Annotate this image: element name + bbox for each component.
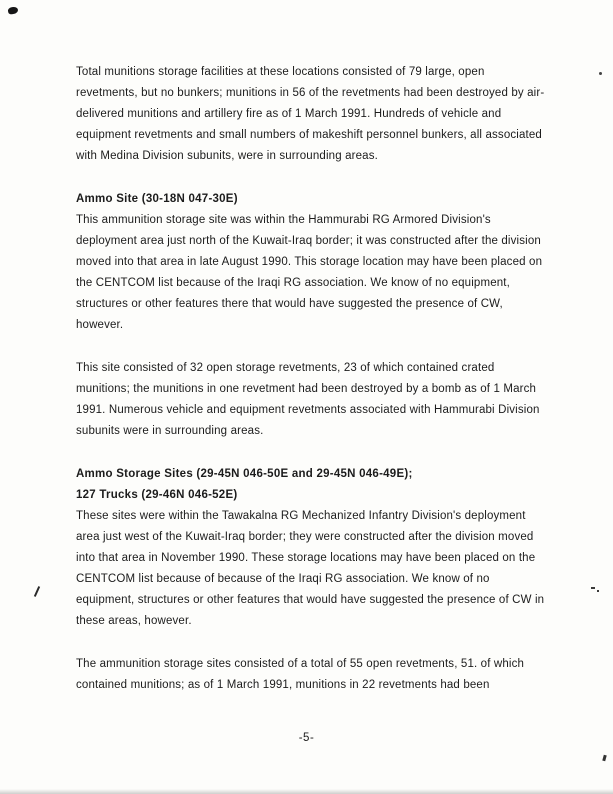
paragraph-ammo-site-description: This ammunition storage site was within the Hammurabi RG Armored Division's deployment area just north of the Kuwait-Iraq border; it was constructed after the division moved into that area in late August 1990. This storage location may have been placed on the CENTCOM list because of the Iraqi RG association. We know of no equipment, structures or other features there that would have suggested the presence of CW, however. — [76, 214, 543, 331]
paragraph-ammo-site-revetments: This site consisted of 32 open storage revetments, 23 of which contained crated munitions; the munitions in one revetment had been destroyed by a bomb as of 1 March 1991. Numerous vehicle and equipment revetments associated with Hammurabi Division subunits were in surrounding areas. — [76, 362, 540, 437]
scan-artifact-top-left — [7, 6, 18, 15]
scan-artifact-left-margin — [34, 586, 40, 597]
heading-ammo-storage-sites-line1: Ammo Storage Sites (29-45N 046-50E and 29-45N 046-49E); — [76, 468, 413, 480]
paragraph-storage-sites-description: These sites were within the Tawakalna RG Mechanized Infantry Division's deployment area just west of the Kuwait-Iraq border; they were constructed after the division moved into that area in November 1990. These storage locations may have been placed on the CENTCOM list because of because of the Iraqi RG association. We know of no equipment, structures or other features that would have suggested the presence of CW in these areas, however. — [76, 510, 545, 627]
paragraph-storage-sites-revetments: The ammunition storage sites consisted of a total of 55 open revetments, 51. of which contained munitions; as of 1 March 1991, munitions in 22 revetments had been — [76, 658, 525, 691]
paragraph-munitions-summary: Total munitions storage facilities at these locations consisted of 79 large, open revetments, but no bunkers; munitions in 56 of the revetments had been destroyed by air-delivered munitions and artillery fire as of 1 March 1991. Hundreds of vehicle and equipment revetments and small numbers of makeshift personnel bunkers, all associated with Medina Division subunits, were in surrounding areas. — [76, 66, 545, 162]
page-number: -5- — [298, 732, 315, 744]
document-body — [76, 62, 546, 718]
heading-ammo-site: Ammo Site (30-18N 047-30E) — [76, 193, 238, 205]
scan-artifact-right-middle-2 — [597, 590, 599, 592]
scan-artifact-right-top — [599, 72, 602, 75]
scan-edge-shadow — [0, 789, 613, 794]
heading-ammo-storage-sites — [76, 464, 546, 506]
scan-artifact-right-middle — [591, 587, 595, 589]
scan-artifact-right-bottom — [602, 755, 606, 762]
heading-ammo-storage-sites-line2: 127 Trucks (29-46N 046-52E) — [76, 489, 238, 501]
